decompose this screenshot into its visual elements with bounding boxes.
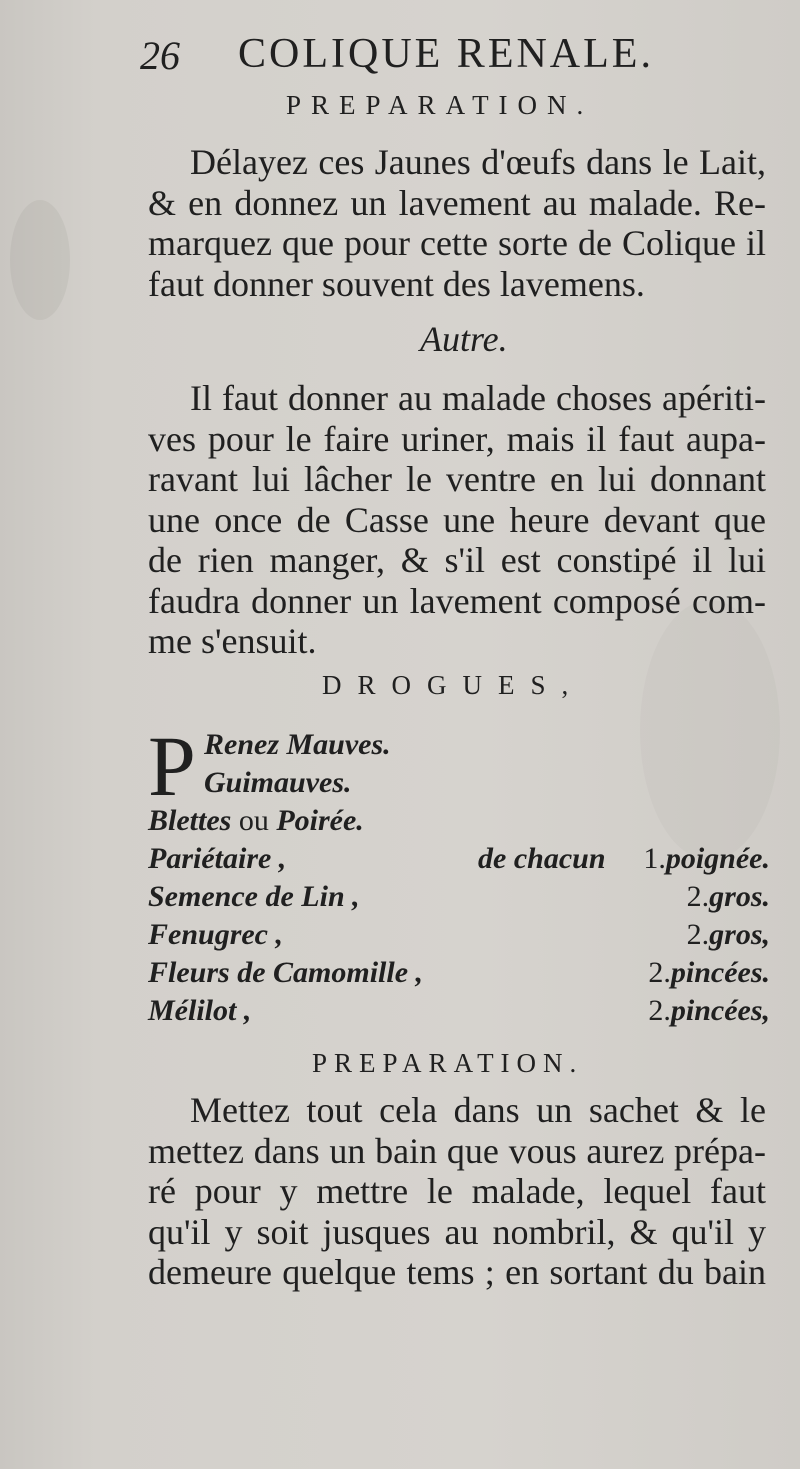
drug-name xyxy=(148,804,364,838)
text-line: me s'ensuit. xyxy=(148,621,317,661)
text-line: faudra donner un lavement composé com- xyxy=(148,580,766,621)
drug-name: Guimauves. xyxy=(204,766,352,799)
drug-item xyxy=(148,956,770,994)
quantity-unit: pincées, xyxy=(670,994,770,1027)
drug-item xyxy=(204,766,770,804)
drug-item xyxy=(148,994,770,1032)
section-heading-autre: Autre. xyxy=(420,319,508,359)
drug-quantity xyxy=(648,994,770,1028)
quantity-unit: gros. xyxy=(709,880,770,913)
text-line: Mettez tout cela dans un sachet & le xyxy=(190,1090,766,1130)
text-line: demeure quelque tems ; en sortant du bain xyxy=(148,1252,766,1292)
text-line: de rien manger, & s'il est constipé il lui xyxy=(148,540,766,580)
text-line: Délayez ces Jaunes d'œufs dans le Lait, xyxy=(190,142,766,182)
drug-name-part: Poirée. xyxy=(276,804,364,837)
drug-name: Renez Mauves. xyxy=(204,728,391,761)
drug-item xyxy=(148,804,770,842)
paragraph-bath-instructions xyxy=(148,1090,766,1293)
quantity-number: 2. xyxy=(686,918,710,951)
page-stain xyxy=(10,200,70,320)
running-title: COLIQUE RENALE. xyxy=(238,31,654,77)
drug-item xyxy=(204,728,770,766)
running-head xyxy=(140,26,760,86)
drug-item xyxy=(148,880,770,918)
text-line: & en donnez un lavement au malade. Re- xyxy=(148,182,766,223)
text-line: faut donner souvent des lavemens. xyxy=(148,263,645,304)
text-line: ravant lui lâcher le ventre en lui donnant xyxy=(148,459,766,499)
quantity-number: 2. xyxy=(648,994,671,1027)
drug-quantity xyxy=(687,918,770,952)
drug-name: Pariétaire , xyxy=(148,842,287,875)
drug-name: Fleurs de Camomille , xyxy=(148,956,424,989)
quantity-number: 1. xyxy=(643,842,666,875)
quantity-number: 2. xyxy=(686,880,710,913)
drug-name-conjunction: ou xyxy=(231,804,277,837)
drug-quantity xyxy=(643,842,770,876)
quantity-unit: poignée. xyxy=(665,842,770,875)
page-number: 26 xyxy=(140,33,180,78)
text-line: ves pour le faire uriner, mais il faut aupa- xyxy=(148,418,766,459)
text-line: qu'il y soit jusques au nombril, & qu'il y xyxy=(148,1211,766,1252)
drug-quantity xyxy=(648,956,770,990)
drug-item xyxy=(148,918,770,956)
text-line: une once de Casse une heure devant que xyxy=(148,499,766,540)
drug-name: Mélilot , xyxy=(148,994,252,1027)
text-line: Il faut donner au malade choses apériti- xyxy=(190,378,766,418)
drug-quantity xyxy=(687,880,770,914)
drop-cap-letter: P xyxy=(148,718,196,814)
section-heading-drogues: DROGUES, xyxy=(322,670,585,700)
text-line: ré pour y mettre le malade, lequel faut xyxy=(148,1171,766,1211)
section-heading-preparation-1: PREPARATION. xyxy=(286,90,594,120)
drug-name: Fenugrec , xyxy=(148,918,283,951)
quantity-unit: gros, xyxy=(709,918,770,951)
paragraph-autre-text xyxy=(148,378,766,662)
drug-note: de chacun xyxy=(478,842,606,875)
quantity-unit: pincées. xyxy=(670,956,770,989)
drug-name: Semence de Lin , xyxy=(148,880,360,913)
paragraph-preparation-text xyxy=(148,142,766,304)
drug-item xyxy=(148,842,770,880)
text-line: marquez que pour cette sorte de Colique il xyxy=(148,223,766,263)
drug-name-part: Blettes xyxy=(148,804,232,837)
section-heading-preparation-2: PREPARATION. xyxy=(312,1048,584,1078)
text-line: mettez dans un bain que vous aurez prépa- xyxy=(148,1130,766,1171)
quantity-number: 2. xyxy=(648,956,671,989)
